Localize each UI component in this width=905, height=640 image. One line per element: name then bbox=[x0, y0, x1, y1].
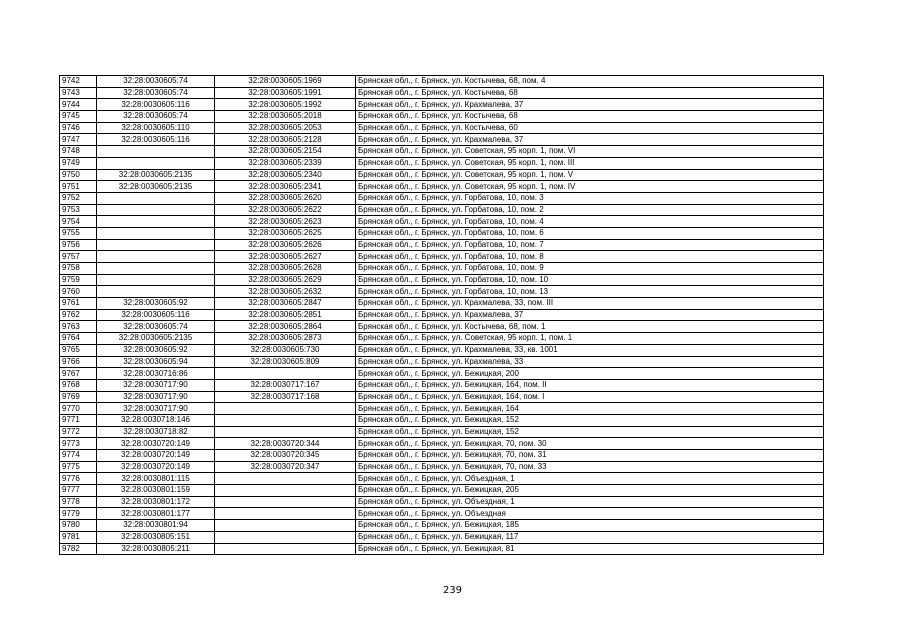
land-cadastral-number-cell: 32:28:0030605:116 bbox=[97, 309, 215, 321]
table-row bbox=[60, 333, 824, 345]
object-cadastral-number-cell: 32:28:0030605:2632 bbox=[215, 286, 356, 298]
row-number-cell: 9756 bbox=[60, 239, 97, 251]
address-cell: Брянская обл., г. Брянск, ул. Горбатова, 10, пом. 4 bbox=[356, 216, 824, 228]
land-cadastral-number-cell bbox=[97, 204, 215, 216]
address-cell: Брянская обл., г. Брянск, ул. Крахмалева, 37 bbox=[356, 134, 824, 146]
land-cadastral-number-cell: 32:28:0030805:151 bbox=[97, 531, 215, 543]
row-number-cell: 9772 bbox=[60, 426, 97, 438]
table-row bbox=[60, 356, 824, 368]
land-cadastral-number-cell bbox=[97, 216, 215, 228]
row-number-cell: 9776 bbox=[60, 473, 97, 485]
land-cadastral-number-cell bbox=[97, 286, 215, 298]
object-cadastral-number-cell: 32:28:0030605:2864 bbox=[215, 321, 356, 333]
row-number-cell: 9755 bbox=[60, 227, 97, 239]
table-row bbox=[60, 298, 824, 310]
row-number-cell: 9771 bbox=[60, 414, 97, 426]
land-cadastral-number-cell: 32:28:0030718:146 bbox=[97, 414, 215, 426]
object-cadastral-number-cell: 32:28:0030605:2339 bbox=[215, 157, 356, 169]
registry-table-body bbox=[60, 76, 824, 555]
address-cell: Брянская обл., г. Брянск, ул. Бежицкая, 164 bbox=[356, 403, 824, 415]
address-cell: Брянская обл., г. Брянск, ул. Советская, 95 корп. 1, пом. 1 bbox=[356, 333, 824, 345]
address-cell: Брянская обл., г. Брянск, ул. Крахмалева, 33 bbox=[356, 356, 824, 368]
table-row bbox=[60, 181, 824, 193]
table-row bbox=[60, 309, 824, 321]
table-row bbox=[60, 274, 824, 286]
table-row bbox=[60, 192, 824, 204]
land-cadastral-number-cell: 32:28:0030801:177 bbox=[97, 508, 215, 520]
address-cell: Брянская обл., г. Брянск, ул. Горбатова, 10, пом. 6 bbox=[356, 227, 824, 239]
object-cadastral-number-cell: 32:28:0030605:2851 bbox=[215, 309, 356, 321]
object-cadastral-number-cell: 32:28:0030717:168 bbox=[215, 391, 356, 403]
table-row bbox=[60, 438, 824, 450]
table-row bbox=[60, 344, 824, 356]
land-cadastral-number-cell: 32:28:0030605:74 bbox=[97, 321, 215, 333]
object-cadastral-number-cell: 32:28:0030605:809 bbox=[215, 356, 356, 368]
table-row bbox=[60, 146, 824, 158]
table-row bbox=[60, 496, 824, 508]
address-cell: Брянская обл., г. Брянск, ул. Бежицкая, 152 bbox=[356, 426, 824, 438]
table-row bbox=[60, 414, 824, 426]
address-cell: Брянская обл., г. Брянск, ул. Костычева, 68 bbox=[356, 87, 824, 99]
object-cadastral-number-cell: 32:28:0030605:2623 bbox=[215, 216, 356, 228]
land-cadastral-number-cell bbox=[97, 251, 215, 263]
object-cadastral-number-cell: 32:28:0030717:167 bbox=[215, 379, 356, 391]
table-row bbox=[60, 461, 824, 473]
row-number-cell: 9758 bbox=[60, 263, 97, 275]
address-cell: Брянская обл., г. Брянск, ул. Бежицкая, 164, пом. II bbox=[356, 379, 824, 391]
table-row bbox=[60, 134, 824, 146]
row-number-cell: 9757 bbox=[60, 251, 97, 263]
object-cadastral-number-cell: 32:28:0030605:2873 bbox=[215, 333, 356, 345]
page-number: 239 bbox=[442, 585, 463, 596]
land-cadastral-number-cell: 32:28:0030720:149 bbox=[97, 438, 215, 450]
table-row bbox=[60, 263, 824, 275]
address-cell: Брянская обл., г. Брянск, ул. Бежицкая, 152 bbox=[356, 414, 824, 426]
object-cadastral-number-cell: 32:28:0030605:2340 bbox=[215, 169, 356, 181]
land-cadastral-number-cell: 32:28:0030801:115 bbox=[97, 473, 215, 485]
object-cadastral-number-cell: 32:28:0030605:2128 bbox=[215, 134, 356, 146]
object-cadastral-number-cell: 32:28:0030605:2341 bbox=[215, 181, 356, 193]
row-number-cell: 9760 bbox=[60, 286, 97, 298]
object-cadastral-number-cell: 32:28:0030605:2626 bbox=[215, 239, 356, 251]
table-row bbox=[60, 426, 824, 438]
land-cadastral-number-cell: 32:28:0030720:149 bbox=[97, 461, 215, 473]
land-cadastral-number-cell: 32:28:0030716:86 bbox=[97, 368, 215, 380]
table-row bbox=[60, 251, 824, 263]
row-number-cell: 9745 bbox=[60, 111, 97, 123]
address-cell: Брянская обл., г. Брянск, ул. Горбатова, 10, пом. 13 bbox=[356, 286, 824, 298]
address-cell: Брянская обл., г. Брянск, ул. Горбатова, 10, пом. 3 bbox=[356, 192, 824, 204]
row-number-cell: 9751 bbox=[60, 181, 97, 193]
row-number-cell: 9754 bbox=[60, 216, 97, 228]
land-cadastral-number-cell: 32:28:0030717:90 bbox=[97, 391, 215, 403]
address-cell: Брянская обл., г. Брянск, ул. Бежицкая, 117 bbox=[356, 531, 824, 543]
row-number-cell: 9778 bbox=[60, 496, 97, 508]
row-number-cell: 9770 bbox=[60, 403, 97, 415]
table-row bbox=[60, 157, 824, 169]
object-cadastral-number-cell bbox=[215, 543, 356, 555]
address-cell: Брянская обл., г. Брянск, ул. Горбатова, 10, пом. 2 bbox=[356, 204, 824, 216]
land-cadastral-number-cell: 32:28:0030801:159 bbox=[97, 485, 215, 497]
address-cell: Брянская обл., г. Брянск, ул. Костычева, 68 bbox=[356, 111, 824, 123]
land-cadastral-number-cell bbox=[97, 146, 215, 158]
land-cadastral-number-cell: 32:28:0030718:82 bbox=[97, 426, 215, 438]
row-number-cell: 9759 bbox=[60, 274, 97, 286]
object-cadastral-number-cell bbox=[215, 485, 356, 497]
land-cadastral-number-cell: 32:28:0030605:92 bbox=[97, 344, 215, 356]
table-row bbox=[60, 450, 824, 462]
registry-table bbox=[59, 75, 824, 555]
table-row bbox=[60, 473, 824, 485]
address-cell: Брянская обл., г. Брянск, ул. Костычева, 68, пом. 1 bbox=[356, 321, 824, 333]
object-cadastral-number-cell: 32:28:0030605:2628 bbox=[215, 263, 356, 275]
object-cadastral-number-cell: 32:28:0030605:2622 bbox=[215, 204, 356, 216]
row-number-cell: 9777 bbox=[60, 485, 97, 497]
object-cadastral-number-cell: 32:28:0030605:1991 bbox=[215, 87, 356, 99]
table-row bbox=[60, 508, 824, 520]
table-row bbox=[60, 76, 824, 88]
object-cadastral-number-cell bbox=[215, 531, 356, 543]
row-number-cell: 9781 bbox=[60, 531, 97, 543]
address-cell: Брянская обл., г. Брянск, ул. Объездная, 1 bbox=[356, 473, 824, 485]
address-cell: Брянская обл., г. Брянск, ул. Бежицкая, 70, пом. 31 bbox=[356, 450, 824, 462]
object-cadastral-number-cell bbox=[215, 473, 356, 485]
table-row bbox=[60, 216, 824, 228]
address-cell: Брянская обл., г. Брянск, ул. Объездная bbox=[356, 508, 824, 520]
address-cell: Брянская обл., г. Брянск, ул. Крахмалева, 33, кв. 1001 bbox=[356, 344, 824, 356]
land-cadastral-number-cell: 32:28:0030605:110 bbox=[97, 122, 215, 134]
object-cadastral-number-cell: 32:28:0030605:2053 bbox=[215, 122, 356, 134]
row-number-cell: 9779 bbox=[60, 508, 97, 520]
object-cadastral-number-cell bbox=[215, 368, 356, 380]
row-number-cell: 9766 bbox=[60, 356, 97, 368]
table-row bbox=[60, 531, 824, 543]
table-row bbox=[60, 391, 824, 403]
address-cell: Брянская обл., г. Брянск, ул. Советская, 95 корп. 1, пом. VI bbox=[356, 146, 824, 158]
land-cadastral-number-cell: 32:28:0030801:94 bbox=[97, 520, 215, 532]
table-row bbox=[60, 227, 824, 239]
object-cadastral-number-cell bbox=[215, 520, 356, 532]
row-number-cell: 9780 bbox=[60, 520, 97, 532]
land-cadastral-number-cell bbox=[97, 157, 215, 169]
object-cadastral-number-cell: 32:28:0030605:2625 bbox=[215, 227, 356, 239]
land-cadastral-number-cell bbox=[97, 263, 215, 275]
row-number-cell: 9763 bbox=[60, 321, 97, 333]
row-number-cell: 9775 bbox=[60, 461, 97, 473]
address-cell: Брянская обл., г. Брянск, ул. Крахмалева, 37 bbox=[356, 99, 824, 111]
object-cadastral-number-cell: 32:28:0030605:1992 bbox=[215, 99, 356, 111]
object-cadastral-number-cell: 32:28:0030605:2627 bbox=[215, 251, 356, 263]
address-cell: Брянская обл., г. Брянск, ул. Костычева, 60 bbox=[356, 122, 824, 134]
row-number-cell: 9774 bbox=[60, 450, 97, 462]
land-cadastral-number-cell: 32:28:0030720:149 bbox=[97, 450, 215, 462]
object-cadastral-number-cell: 32:28:0030605:1969 bbox=[215, 76, 356, 88]
address-cell: Брянская обл., г. Брянск, ул. Советская, 95 корп. 1, пом. IV bbox=[356, 181, 824, 193]
row-number-cell: 9742 bbox=[60, 76, 97, 88]
address-cell: Брянская обл., г. Брянск, ул. Советская, 95 корп. 1, пом. III bbox=[356, 157, 824, 169]
table-row bbox=[60, 204, 824, 216]
object-cadastral-number-cell: 32:28:0030605:2018 bbox=[215, 111, 356, 123]
land-cadastral-number-cell: 32:28:0030605:92 bbox=[97, 298, 215, 310]
object-cadastral-number-cell: 32:28:0030720:347 bbox=[215, 461, 356, 473]
land-cadastral-number-cell: 32:28:0030717:90 bbox=[97, 379, 215, 391]
address-cell: Брянская обл., г. Брянск, ул. Бежицкая, 185 bbox=[356, 520, 824, 532]
row-number-cell: 9744 bbox=[60, 99, 97, 111]
land-cadastral-number-cell: 32:28:0030605:74 bbox=[97, 76, 215, 88]
address-cell: Брянская обл., г. Брянск, ул. Бежицкая, 70, пом. 33 bbox=[356, 461, 824, 473]
land-cadastral-number-cell: 32:28:0030605:74 bbox=[97, 87, 215, 99]
row-number-cell: 9769 bbox=[60, 391, 97, 403]
table-row bbox=[60, 403, 824, 415]
address-cell: Брянская обл., г. Брянск, ул. Горбатова, 10, пом. 9 bbox=[356, 263, 824, 275]
land-cadastral-number-cell: 32:28:0030717:90 bbox=[97, 403, 215, 415]
object-cadastral-number-cell: 32:28:0030605:730 bbox=[215, 344, 356, 356]
row-number-cell: 9743 bbox=[60, 87, 97, 99]
object-cadastral-number-cell bbox=[215, 414, 356, 426]
row-number-cell: 9746 bbox=[60, 122, 97, 134]
table-row bbox=[60, 99, 824, 111]
address-cell: Брянская обл., г. Брянск, ул. Бежицкая, 200 bbox=[356, 368, 824, 380]
land-cadastral-number-cell bbox=[97, 227, 215, 239]
land-cadastral-number-cell: 32:28:0030605:2135 bbox=[97, 333, 215, 345]
land-cadastral-number-cell: 32:28:0030605:2135 bbox=[97, 181, 215, 193]
address-cell: Брянская обл., г. Брянск, ул. Бежицкая, 70, пом. 30 bbox=[356, 438, 824, 450]
row-number-cell: 9749 bbox=[60, 157, 97, 169]
address-cell: Брянская обл., г. Брянск, ул. Крахмалева, 33, пом. III bbox=[356, 298, 824, 310]
address-cell: Брянская обл., г. Брянск, ул. Крахмалева, 37 bbox=[356, 309, 824, 321]
row-number-cell: 9767 bbox=[60, 368, 97, 380]
row-number-cell: 9761 bbox=[60, 298, 97, 310]
land-cadastral-number-cell bbox=[97, 192, 215, 204]
row-number-cell: 9753 bbox=[60, 204, 97, 216]
row-number-cell: 9764 bbox=[60, 333, 97, 345]
row-number-cell: 9765 bbox=[60, 344, 97, 356]
table-row bbox=[60, 122, 824, 134]
land-cadastral-number-cell bbox=[97, 239, 215, 251]
table-row bbox=[60, 321, 824, 333]
object-cadastral-number-cell bbox=[215, 508, 356, 520]
table-row bbox=[60, 111, 824, 123]
land-cadastral-number-cell: 32:28:0030805:211 bbox=[97, 543, 215, 555]
table-row bbox=[60, 379, 824, 391]
row-number-cell: 9782 bbox=[60, 543, 97, 555]
object-cadastral-number-cell: 32:28:0030605:2154 bbox=[215, 146, 356, 158]
land-cadastral-number-cell: 32:28:0030605:116 bbox=[97, 134, 215, 146]
address-cell: Брянская обл., г. Брянск, ул. Советская, 95 корп. 1, пом. V bbox=[356, 169, 824, 181]
land-cadastral-number-cell: 32:28:0030605:2135 bbox=[97, 169, 215, 181]
address-cell: Брянская обл., г. Брянск, ул. Горбатова, 10, пом. 7 bbox=[356, 239, 824, 251]
address-cell: Брянская обл., г. Брянск, ул. Горбатова, 10, пом. 8 bbox=[356, 251, 824, 263]
object-cadastral-number-cell: 32:28:0030605:2629 bbox=[215, 274, 356, 286]
row-number-cell: 9748 bbox=[60, 146, 97, 158]
object-cadastral-number-cell: 32:28:0030605:2620 bbox=[215, 192, 356, 204]
land-cadastral-number-cell: 32:28:0030605:94 bbox=[97, 356, 215, 368]
row-number-cell: 9752 bbox=[60, 192, 97, 204]
land-cadastral-number-cell: 32:28:0030801:172 bbox=[97, 496, 215, 508]
table-row bbox=[60, 169, 824, 181]
table-row bbox=[60, 286, 824, 298]
table-row bbox=[60, 543, 824, 555]
address-cell: Брянская обл., г. Брянск, ул. Бежицкая, 205 bbox=[356, 485, 824, 497]
address-cell: Брянская обл., г. Брянск, ул. Костычева, 68, пом. 4 bbox=[356, 76, 824, 88]
object-cadastral-number-cell bbox=[215, 496, 356, 508]
table-row bbox=[60, 485, 824, 497]
row-number-cell: 9773 bbox=[60, 438, 97, 450]
row-number-cell: 9762 bbox=[60, 309, 97, 321]
row-number-cell: 9747 bbox=[60, 134, 97, 146]
table-row bbox=[60, 520, 824, 532]
table-row bbox=[60, 239, 824, 251]
object-cadastral-number-cell bbox=[215, 403, 356, 415]
object-cadastral-number-cell: 32:28:0030720:344 bbox=[215, 438, 356, 450]
object-cadastral-number-cell: 32:28:0030720:345 bbox=[215, 450, 356, 462]
row-number-cell: 9750 bbox=[60, 169, 97, 181]
address-cell: Брянская обл., г. Брянск, ул. Объездная, 1 bbox=[356, 496, 824, 508]
address-cell: Брянская обл., г. Брянск, ул. Бежицкая, 164, пом. I bbox=[356, 391, 824, 403]
land-cadastral-number-cell: 32:28:0030605:116 bbox=[97, 99, 215, 111]
table-row bbox=[60, 87, 824, 99]
land-cadastral-number-cell: 32:28:0030605:74 bbox=[97, 111, 215, 123]
object-cadastral-number-cell: 32:28:0030605:2847 bbox=[215, 298, 356, 310]
table-row bbox=[60, 368, 824, 380]
row-number-cell: 9768 bbox=[60, 379, 97, 391]
address-cell: Брянская обл., г. Брянск, ул. Горбатова, 10, пом. 10 bbox=[356, 274, 824, 286]
object-cadastral-number-cell bbox=[215, 426, 356, 438]
land-cadastral-number-cell bbox=[97, 274, 215, 286]
address-cell: Брянская обл., г. Брянск, ул. Бежицкая, 81 bbox=[356, 543, 824, 555]
